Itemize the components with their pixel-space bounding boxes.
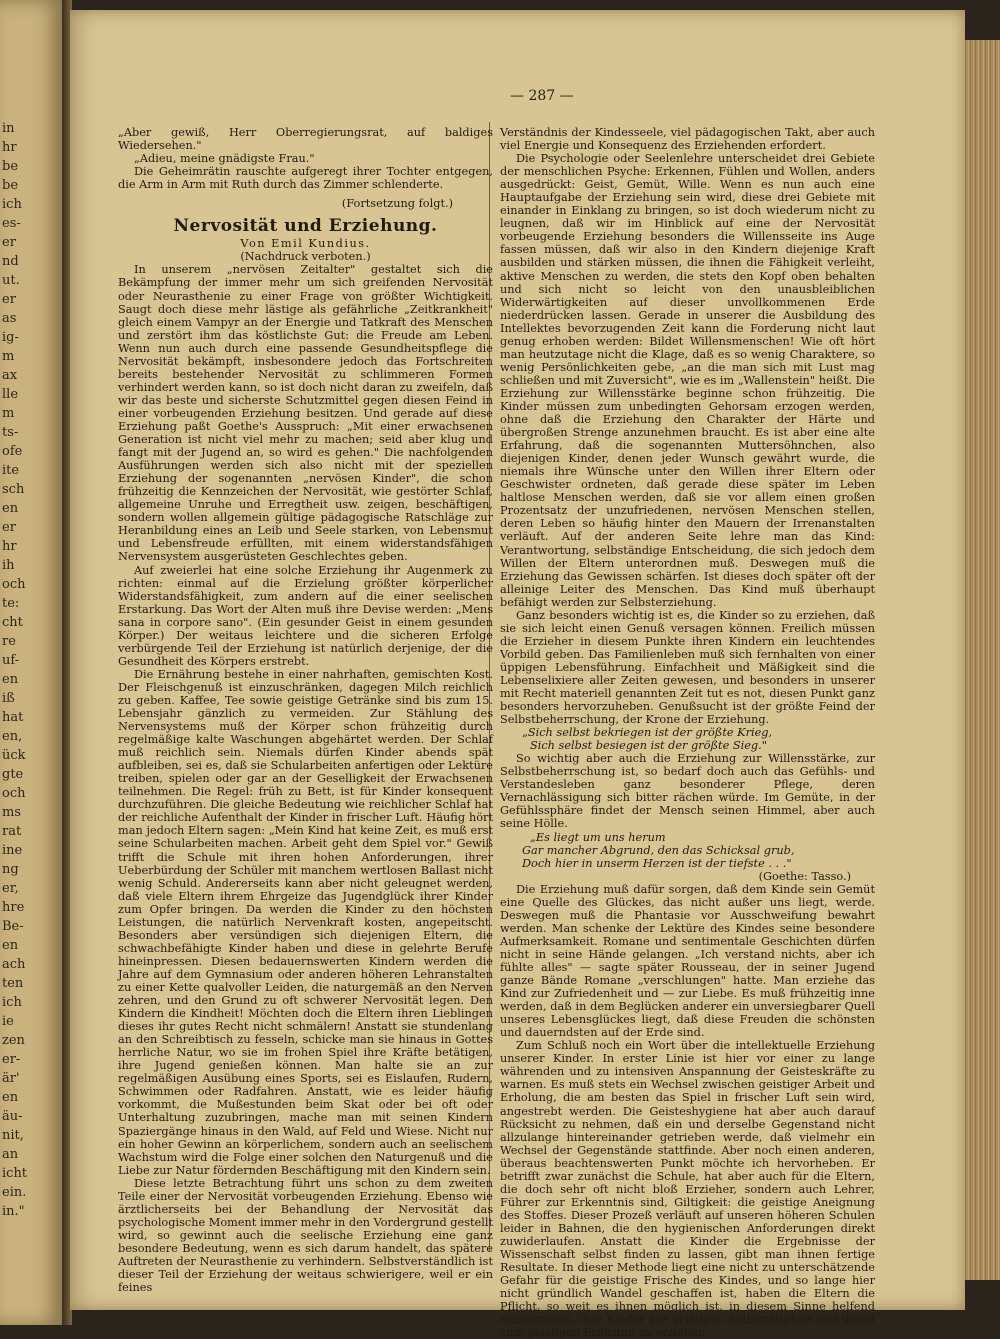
verse-line: „Sich selbst bekriegen ist der größte Krieg, — [522, 726, 773, 740]
previous-page-fragment: ein. — [2, 1185, 27, 1200]
previous-page-fragment: en — [2, 1090, 19, 1105]
article-paragraph: Zum Schluß noch ein Wort über die intellektuelle Erziehung unserer Kinder. In erster Linie ist hier vor einer zu lange währenden und zu intensiven Anspannung der Geisteskräfte zu warnen. Es muß stets ein Wechsel zwischen geistiger Arbeit und Erholung, die am besten das Spiel in frischer Luft sein wird, angestrebt werden. Die Geisteshygiene hat aber auch darauf Rücksicht zu nehmen, daß ein und derselbe Gegenstand nicht allzulange hintereinander getrieben werde, daß vielmehr ein Wechsel der Gegenstände stattfinde. Aber noch einen anderen, überaus beachtenswerten Punkt möchte ich hervorheben. Er betrifft zwar zunächst die Schule, hat aber auch für die Eltern, die doch sehr oft nicht bloß Erzieher, sondern auch Lehrer, Führer zur Erkenntnis sind, Giltigkeit: die geistige Aneignung des Stoffes. Dieser Prozeß verläuft auf unseren höheren Schulen leider in Bahnen, die den hygienischen Anforderungen direkt zuwiderlaufen. Anstatt die Kinder die Ergebnisse der Wissenschaft selbst finden zu lassen, gibt man ihnen fertige Resultate. In dieser Methode liegt eine nicht zu unterschätzende Gefahr für die geistige Frische des Kindes, und so lange hier nicht gründlich Wandel geschaffen ist, haben die Eltern die Pflicht, so weit es ihnen möglich ist, in diesem Sinne helfend einzugreifen, ihre Kinder zur geistigen Selbsttätigkeit und damit zum geistigen Frohsinn zu erziehen. — [500, 1039, 875, 1339]
previous-page-fragment: ach — [2, 957, 26, 972]
article-paragraph: Die Psychologie oder Seelenlehre unterscheidet drei Gebiete der menschlichen Psyche: Erkennen, Fühlen und Wollen, anders ausgedrückt: Geist, Gemüt, Wille. Wenn es nun auch eine Hauptaufgabe der Erziehung sein wird, diese drei Gebiete mit einander in Einklang zu bringen, so ist doch wiederum nicht zu leugnen, daß wir im Hinblick auf eine der Nervosität vorbeugende Erziehung besonders die Willensseite ins Auge fassen müssen, daß wir also in den Kindern diejenige Kraft ausbilden und stärken müssen, die ihnen die Fähigkeit verleiht, aktive Menschen zu werden, die stets den Kopf oben behalten und sich nicht so leicht von den unausbleiblichen Widerwärtigkeiten auf dieser unvollkommenen Erde niederdrücken lassen. Gerade in unserer die Ausbildung des Intellektes bevorzugenden Zeit kann die Forderung nicht laut genug erhoben werden: Bildet Willensmenschen! Wie oft hört man heutzutage nicht die Klage, daß es so wenig Charaktere, so wenig Persönlichkeiten gebe, „an die man sich mit Lust mag schließen und mit Zuversicht", wie es im „Wallenstein" heißt. Die Erziehung zur Willensstärke beginne schon frühzeitig. Die Kinder müssen zum unbedingten Gehorsam erzogen werden, ohne daß die Erziehung den Charakter der Härte und übergroßen Strenge anzunehmen braucht. Es ist aber eine alte Erfahrung, daß die sogenannten Muttersöhnchen, also diejenigen Kinder, denen jeder Wunsch gewährt wurde, die niemals ihre Wünsche unter den Willen ihrer Eltern oder Geschwister ordneten, daß gerade diese später im Leben haltlose Menschen werden, daß sie vor allem einen großen Prozentsatz der unzufriedenen, nervösen Menschen stellen, deren Leben so häufig hinter den Mauern der Irrenanstalten verläuft. Auf der anderen Seite lehre man das Kind: Verantwortung, selbständige Entscheidung, die sich jedoch dem Willen der Eltern unterordnen muß. Deswegen muß die Erziehung das Gewissen schärfen. Ist dieses doch später oft der alleinige Leiter des Menschen. Das Kind muß überhaupt befähigt werden zur Selbsterziehung. — [500, 152, 875, 609]
story-end-line-2: „Adieu, meine gnädigste Frau." — [134, 152, 315, 166]
story-end-line-3: Die Geheimrätin rauschte aufgeregt ihrer Tochter entgegen, die Arm in Arm mit Ruth durch das Zimmer schlenderte. — [118, 165, 493, 192]
previous-page-fragment: en — [2, 938, 19, 953]
verse-line: Sich selbst besiegen ist der größte Sieg." — [530, 739, 767, 753]
previous-page-fragment: en — [2, 501, 19, 516]
previous-page-fragment: be — [2, 159, 19, 174]
verse-line: „Es liegt um uns herum — [530, 830, 666, 844]
previous-page-fragment: er — [2, 292, 16, 307]
article-paragraph: Auf zweierlei hat eine solche Erziehung ihr Augenmerk zu richten: einmal auf die Erzielung größter körperlicher Widerstandsfähigkeit, zum andern auf die einer seelischen Erstarkung. Das Wort der Alten muß ihre Devise werden: „Mens sana in corpore sano". (Ein gesunder Geist in einem gesunden Körper.) Der weitaus leichtere und die sicheren Erfolge verbürgende Teil der Erziehung ist natürlich derjenige, der die Gesundheit des Körpers erstrebt. — [118, 563, 493, 668]
book-page — [70, 10, 965, 1339]
previous-page-fragment: och — [2, 786, 26, 801]
previous-page-fragment: hre — [2, 900, 25, 915]
previous-page-fragment: uf- — [2, 653, 20, 668]
previous-page-fragment: är' — [2, 1071, 20, 1086]
previous-page-fragment: ig- — [2, 330, 19, 345]
article-paragraph: Ganz besonders wichtig ist es, die Kinder so zu erziehen, daß sie sich leicht einen Genuß versagen können. Freilich müssen die Erzieher in diesem Punkte ihren Kindern ein leuchtendes Vorbild geben. Das Familienleben muß sich fernhalten von einer üppigen Lebensführung. Einfachheit und Mäßigkeit sind die Lebenselixiere aller Zeiten gewesen, und besonders in unserer mit Recht materiell genannten Zeit tut es not, diesen Punkt ganz besonders hervorzuheben. Genußsucht ist der größte Feind der Selbstbeherrschung, der Krone der Erziehung. — [500, 608, 875, 727]
article-paragraph: So wichtig aber auch die Erziehung zur Willensstärke, zur Selbstbeherrschung ist, so bedarf doch auch das Gefühls- und Verstandesleben ganz besonderer Pflege, deren Vernachlässigung sich bitter rächen würde. Im Gemüte, in der Gefühlssphäre findet der Mensch seinen Himmel, aber auch seine Hölle. — [500, 752, 875, 831]
previous-page-fragment: rat — [2, 824, 22, 839]
previous-page-fragment: ms — [2, 805, 21, 820]
previous-page-fragment: ück — [2, 748, 26, 763]
previous-page-fragment: in." — [2, 1204, 25, 1219]
previous-page-fragment: Be- — [2, 919, 24, 934]
verse-line: Doch hier in unserm Herzen ist der tiefste . . ." — [522, 856, 792, 870]
previous-page-fragment: en, — [2, 729, 23, 744]
previous-page-fragment: sch — [2, 482, 25, 497]
verse-line: Gar mancher Abgrund, den das Schicksal grub, — [522, 843, 795, 857]
previous-page-fragment: ine — [2, 843, 23, 858]
left-column — [118, 126, 493, 1294]
previous-page-fragment: lle — [2, 387, 19, 402]
article-paragraph: Diese letzte Betrachtung führt uns schon zu dem zweiten Teile einer der Nervosität vorbeugenden Erziehung. Ebenso wie ärztlicherseits bei der Behandlung der Nervosität das psychologische Moment immer mehr in den Vordergrund gestellt wird, so gewinnt auch die seelische Erziehung eine ganz besondere Bedeutung, wenn es sich darum handelt, das spätere Auftreten der Neurasthenie zu verhindern. Selbstverständlich ist dieser Teil der Erziehung der weitaus schwierigere, weil er ein feines — [118, 1176, 493, 1295]
previous-page-fragment: gte — [2, 767, 24, 782]
previous-page-fragment: och — [2, 577, 26, 592]
article-paragraph: In unserem „nervösen Zeitalter" gestaltet sich die Bekämpfung der immer mehr um sich greifenden Nervosität oder Neurasthenie zu einer Frage von größter Wichtigkeit. Saugt doch diese mehr lästige als gefährliche „Zeitkrankheit" gleich einem Vampyr an der Energie und Tatkraft des Menschen und zerstört ihm das köstlichste Gut: die Freude am Leben. Wenn nun auch durch eine passende Gesundheitspflege die Nervosität bekämpft, insbesondere jedoch das Fortschreiten bereits bestehender Nervosität zu schlimmeren Formen verhindert werden kann, so ist doch nicht daran zu zweifeln, daß wir das beste und sicherste Schutzmittel gegen diesen Feind in einer vorbeugenden Erziehung besitzen. Und gerade auf diese Erziehung paßt Goethe's Ausspruch: „Mit einer erwachsenen Generation ist nicht viel mehr zu machen; seid aber klug und fangt mit der Jugend an, so wird es gehen." Die nachfolgenden Ausführungen werden sich also nicht mit der speziellen Erziehung der sogenannten „nervösen Kinder", die schon frühzeitig die Kennzeichen der Nervosität, wie gestörter Schlaf, allgemeine Unruhe und Erregtheit usw. zeigen, beschäftigen, sondern wollen allgemein gültige pädagogische Ratschläge zur Heranbildung eines an Leib und Seele starken, von Lebensmut und Lebensfreude erfüllten, mit einem widerstandsfähigen Nervensystem ausgerüsteten Geschlechtes geben. — [118, 263, 493, 564]
previous-page-fragment: hr — [2, 140, 17, 155]
previous-page-fragment: ts- — [2, 425, 19, 440]
article-title: Nervosität und Erziehung. — [173, 216, 438, 237]
previous-page-fragment: nd — [2, 254, 19, 269]
previous-page-fragment: ax — [2, 368, 18, 383]
previous-page-fragment: as — [2, 311, 17, 326]
previous-page-fragment: be — [2, 178, 19, 193]
article-paragraph: Verständnis der Kindesseele, viel pädagogischen Takt, aber auch viel Energie und Konsequenz des Erziehenden erfordert. — [500, 126, 875, 153]
previous-page-fragment: ten — [2, 976, 24, 991]
previous-page-fragment: ofe — [2, 444, 23, 459]
previous-page-fragment: er — [2, 520, 16, 535]
previous-page-fragment: zen — [2, 1033, 25, 1048]
previous-page-fragment: te: — [2, 596, 20, 611]
previous-page-fragment: äu- — [2, 1109, 23, 1124]
previous-page-fragment: er — [2, 235, 16, 250]
page-number: — 287 — — [510, 88, 574, 104]
previous-page-fragment: in — [2, 121, 15, 136]
previous-page-fragment: ich — [2, 995, 22, 1010]
previous-page-fragment: nit, — [2, 1128, 24, 1143]
article-author: Von Emil Kundius. — [240, 237, 371, 251]
previous-page-fragment: ie — [2, 1014, 14, 1029]
previous-page-fragment: re — [2, 634, 16, 649]
previous-page-fragment: hr — [2, 539, 17, 554]
previous-page-edge — [0, 0, 62, 1325]
previous-page-fragment: ng — [2, 862, 19, 877]
previous-page-fragment: er- — [2, 1052, 21, 1067]
verse-attribution: (Goethe: Tasso.) — [758, 869, 851, 883]
previous-page-fragment: icht — [2, 1166, 28, 1181]
previous-page-fragment: ich — [2, 197, 22, 212]
page-edges — [962, 40, 1000, 1280]
article-paragraph: Die Ernährung bestehe in einer nahrhaften, gemischten Kost. Der Fleischgenuß ist einzuschränken, dagegen Milch reichlich zu geben. Kaffee, Tee sowie geistige Getränke sind bis zum 15. Lebensjahr gänzlich zu vermeiden. Zur Stählung des Nervensystems muß der Körper schon frühzeitig durch regelmäßige kalte Waschungen abgehärtet werden. Der Schlaf muß reichlich sein. Niemals dürfen Kinder abends spät aufbleiben, sei es, daß sie Schularbeiten anfertigen oder Lektüre treiben, spielen oder gar an der Geselligkeit der Erwachsenen teilnehmen. Die Regel: früh zu Bett, ist für Kinder konsequent durchzuführen. Die gleiche Bedeutung wie reichlicher Schlaf hat der reichliche Aufenthalt der Kinder in frischer Luft. Häufig hört man jedoch Eltern sagen: „Mein Kind hat keine Zeit, es muß erst seine Schularbeiten machen. Arbeit geht dem Spiel vor." Gewiß trifft die Schule mit ihren hohen Anforderungen, ihrer Ueberbürdung der Schüler mit manchem wertlosen Ballast nicht wenig Schuld. Andererseits kann aber nicht geleugnet werden, daß viele Eltern ihrem Ehrgeize das Jugendglück ihrer Kinder zum Opfer bringen. Da werden die Kinder zu den höchsten Leistungen, die natürlich Nervenkraft kosten, angepeitscht. Besonders aber versündigen sich diejenigen Eltern, die schwachbefähigte Kinder haben und diese in gelehrte Berufe hineinpressen. Diesen bedauernswerten Kindern werden die Jahre auf dem Gymnasium oder anderen höheren Lehranstalten zu einer Kette qualvoller Leiden, die naturgemäß an den Nerven zehren, und den Grund zu oft schwerer Nervosität legen. Den Kindern die Kindheit! Möchten doch die Eltern ihren Lieblingen dieses ihr gutes Recht nicht schmälern! Anstatt sie stundenlang an den Schreibtisch zu fesseln, schicke man sie hinaus in Gottes herrliche Natur, wo sie im frohen Spiel ihre Kräfte betätigen, ihre Jugend genießen können. Man halte sie an zur regelmäßigen Ausübung eines Sports, sei es Eislaufen, Rudern, Schwimmen oder Radfahren. Anstatt, wie es leider häufig vorkommt, die Mußestunden beim Skat oder bei oft oder Unterhaltung zuzubringen, mache man mit seinen Kindern Spaziergänge hinaus in den Wald, auf Feld und Wiese. Nicht nur ein hoher Gewinn an körperlichem, sondern auch an seelischem Wachstum wird die Folge einer solchen den Naturgenuß und die Liebe zur Natur fördernden Beschäftigung mit den Kindern sein. — [118, 667, 493, 1177]
previous-page-fragment: ut. — [2, 273, 20, 288]
reprint-note: (Nachdruck verboten.) — [240, 250, 371, 264]
previous-page-fragment: ite — [2, 463, 20, 478]
previous-page-fragment: er, — [2, 881, 19, 896]
previous-page-fragment: cht — [2, 615, 23, 630]
previous-page-fragment: en — [2, 672, 19, 687]
right-column — [500, 126, 875, 1339]
previous-page-fragment: hat — [2, 710, 24, 725]
previous-page-fragment: ih — [2, 558, 15, 573]
previous-page-fragment: es- — [2, 216, 21, 231]
continuation-note: (Fortsetzung folgt.) — [341, 197, 453, 211]
previous-page-fragment: m — [2, 406, 15, 421]
article-paragraph: Die Erziehung muß dafür sorgen, daß dem Kinde sein Gemüt eine Quelle des Glückes, das nicht außer uns liegt, werde. Deswegen muß die Phantasie vor Ausschweifung bewahrt werden. Man schenke der Lektüre des Kindes seine besondere Aufmerksamkeit. Romane und sentimentale Geschichten dürfen nicht in seine Hände gelangen. „Ich verstand nichts, aber ich fühlte alles" — sagte später Rousseau, der in seiner Jugend ganze Bände Romane „verschlungen" hatte. Man erziehe das Kind zur Zufriedenheit und — zur Liebe. Es muß frühzeitig inne werden, daß in dem Beglücken anderer ein unversiegbarer Quell unseres Lebensglückes liegt, daß diese Freuden die schönsten und dauerndsten auf der Erde sind. — [500, 882, 875, 1040]
previous-page-fragment: m — [2, 349, 15, 364]
story-end-line-1: „Aber gewiß, Herr Oberregierungsrat, auf baldiges Wiedersehen." — [118, 126, 493, 153]
previous-page-fragment: iß — [2, 691, 15, 706]
previous-page-fragment: an — [2, 1147, 19, 1162]
